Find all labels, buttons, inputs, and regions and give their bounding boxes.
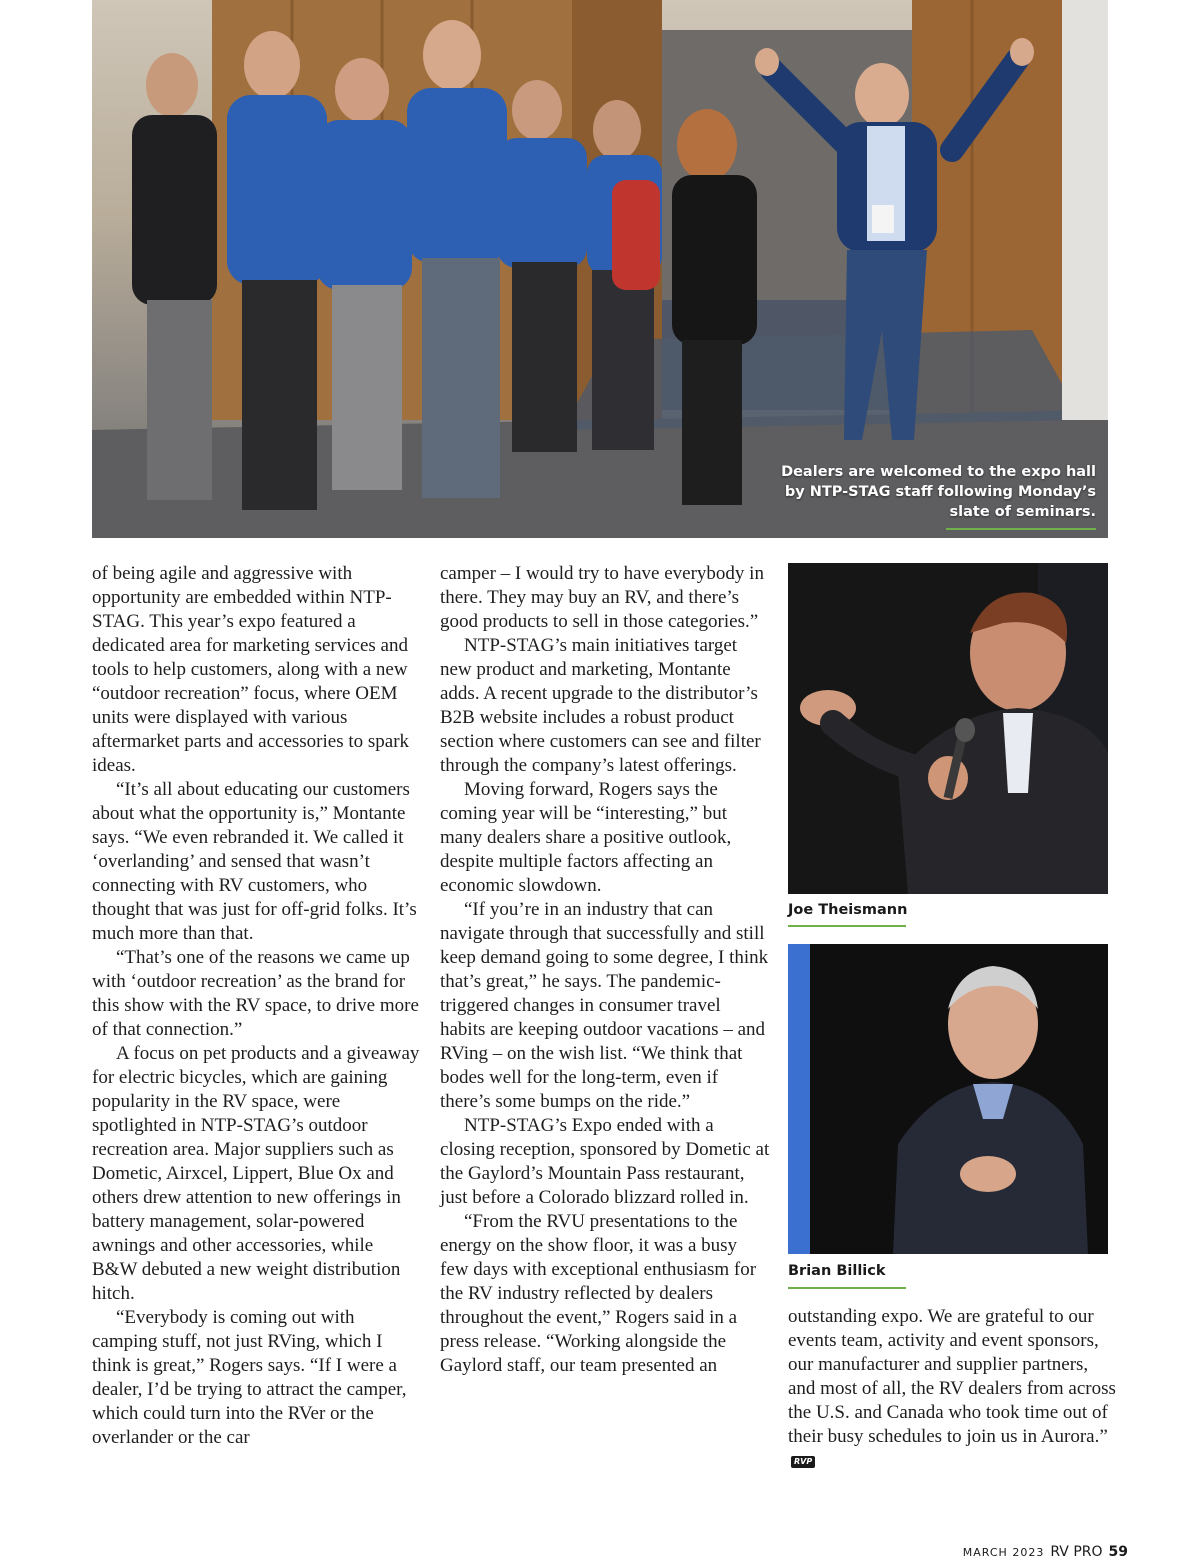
- article-column-2: [440, 562, 770, 1378]
- paragraph: “Everybody is coming out with camping stuff, not just RVing, which I think is great,” Rogers says. “If I were a dealer, I’d be trying to attract the camper, which could turn into the RVer or the overlander or the car: [92, 1307, 407, 1448]
- expo-welcome-illustration: [92, 0, 1108, 538]
- paragraph: “If you’re in an industry that can navigate through that successfully and still keep demand going to some degree, I think that’s great,” he says. The pandemic-triggered changes in consumer travel habits are keeping outdoor vacations – and RVing – on the wish list. “We think that bodes well for the long-term, even if there’s some bumps on the ride.”: [440, 899, 769, 1112]
- paragraph: Moving forward, Rogers says the coming year will be “interesting,” but many dealers share a positive outlook, despite multiple factors affecting an economic slowdown.: [440, 779, 732, 896]
- page-number: 59: [1108, 1544, 1128, 1560]
- hero-photo-caption: Dealers are welcomed to the expo hall by NTP-STAG staff following Monday’s slate of seminars.: [781, 464, 1096, 520]
- article-column-1: [92, 562, 422, 1450]
- paragraph: of being agile and aggressive with opportunity are embedded within NTP-STAG. This year’s expo featured a dedicated area for marketing services and tools to help customers, along with a new “outdoor recreation” focus, where OEM units were displayed with various aftermarket parts and accessories to spark ideas.: [92, 563, 410, 776]
- brian-billick-caption: Brian Billick: [788, 1263, 886, 1279]
- joe-theismann-photo: [788, 563, 1108, 894]
- paragraph: NTP-STAG’s Expo ended with a closing reception, sponsored by Dometic at the Gaylord’s Mountain Pass restaurant, just before a Colorado blizzard rolled in.: [440, 1115, 770, 1208]
- speaker-illustration: [788, 563, 1108, 894]
- speaker-illustration: [788, 944, 1108, 1254]
- paragraph: “From the RVU presentations to the energy on the show floor, it was a busy few days with exceptional enthusiasm for the RV industry reflected by dealers throughout the event,” Rogers said in a press release. “Working alongside the Gaylord staff, our team presented an: [440, 1211, 757, 1376]
- paragraph: NTP-STAG’s main initiatives target new product and marketing, Montante adds. A recent upgrade to the distributor’s B2B website includes a robust product section where customers can see and filter through the company’s latest offerings.: [440, 635, 761, 776]
- caption-accent-rule: [788, 1287, 906, 1289]
- paragraph: [788, 1305, 1118, 1473]
- closing-paragraph: outstanding expo. We are grateful to our events team, activity and event sponsors, our manufacturer and supplier partners, and most of all, the RV dealers from across the U.S. and Canada who took time out of their busy schedules to join us in Aurora.”: [788, 1306, 1116, 1447]
- article-column-3: [788, 1305, 1118, 1473]
- paragraph: “That’s one of the reasons we came up with ‘outdoor recreation’ as the brand for this show with the RV space, to drive more of that connection.”: [92, 947, 419, 1040]
- hero-photo: [92, 0, 1108, 538]
- joe-theismann-caption: Joe Theismann: [788, 902, 908, 918]
- page-footer: [963, 1541, 1128, 1560]
- paragraph: camper – I would try to have everybody in there. They may buy an RV, and there’s good products to sell in those categories.”: [440, 563, 764, 632]
- caption-accent-rule: [946, 528, 1096, 530]
- end-mark: RVP: [791, 1456, 815, 1468]
- brian-billick-photo: [788, 944, 1108, 1254]
- magazine-name: RV PRO: [1050, 1544, 1103, 1560]
- paragraph: A focus on pet products and a giveaway for electric bicycles, which are gaining popularity in the RV space, were spotlighted in NTP-STAG’s outdoor recreation area. Major suppliers such as Dometic, Airxcel, Lippert, Blue Ox and others drew attention to new offerings in battery management, solar-powered awnings and other accessories, while B&W debuted a new weight distribution hitch.: [92, 1043, 420, 1304]
- caption-accent-rule: [788, 925, 906, 927]
- paragraph: “It’s all about educating our customers about what the opportunity is,” Montante says. “We even rebranded it. We called it ‘overlanding’ and sensed that wasn’t connecting with RV customers, who thought that was just for off-grid folks. It’s much more than that.: [92, 779, 417, 944]
- issue-date: MARCH 2023: [962, 1546, 1045, 1559]
